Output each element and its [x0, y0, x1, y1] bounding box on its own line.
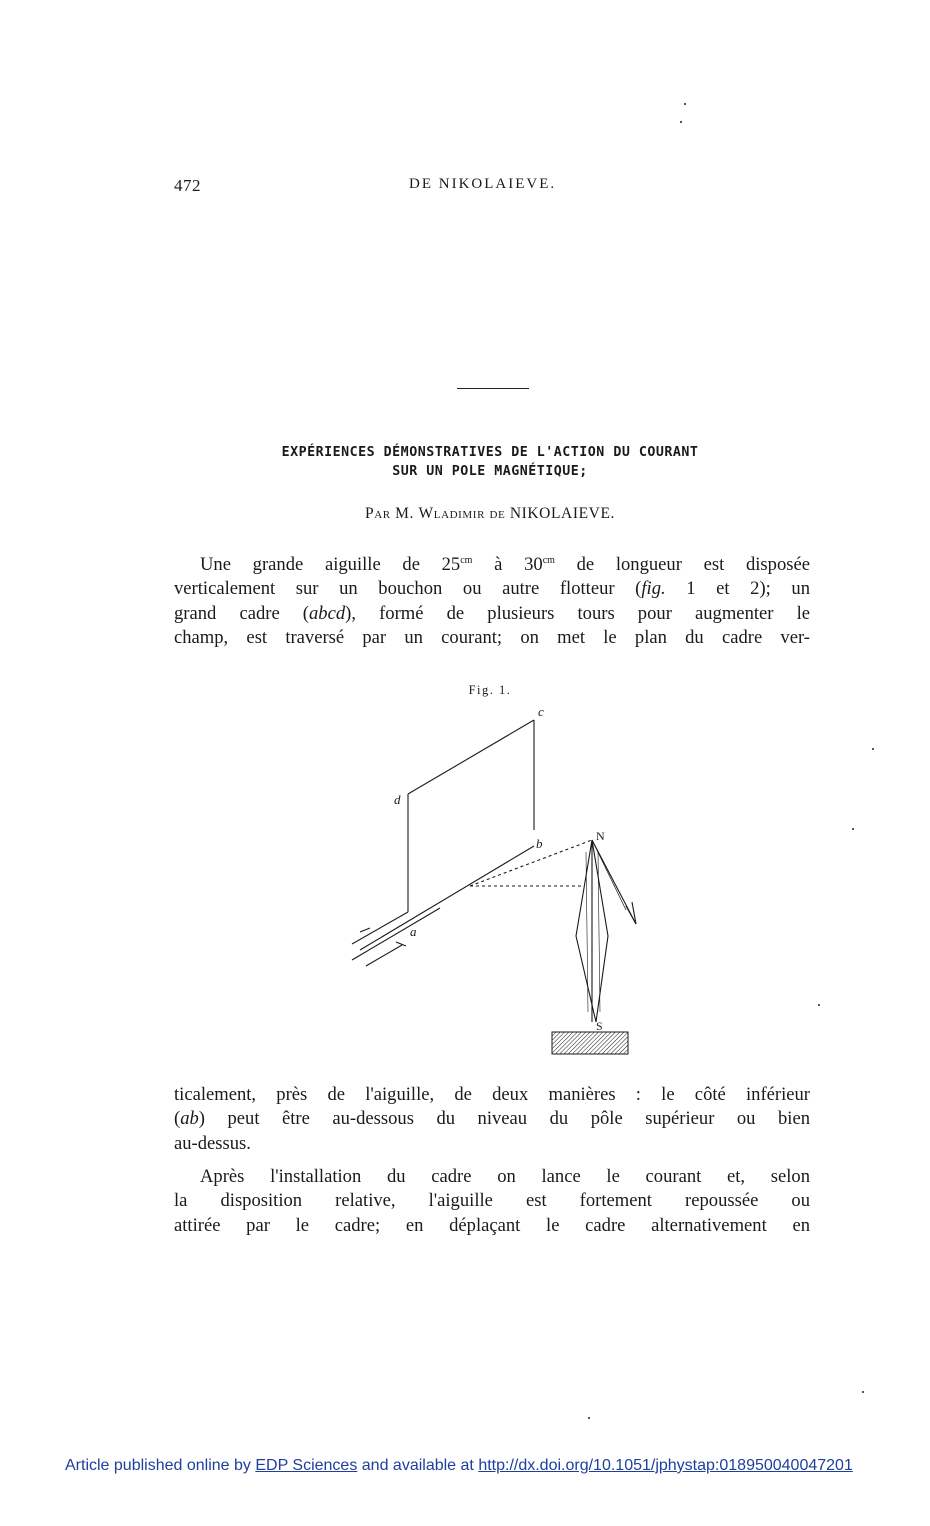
dashed-line-to-N — [470, 840, 592, 886]
label-d: d — [394, 792, 401, 807]
text-run: grand cadre ( — [174, 602, 309, 624]
current-arrow-upper — [360, 928, 370, 932]
article-byline — [170, 505, 810, 523]
edp-sciences-link[interactable]: EDP Sciences — [255, 1457, 358, 1474]
paragraph-3-line-2: la disposition relative, l'aiguille est fortement repoussée ou — [174, 1190, 810, 1212]
paragraph-2-line-1: ticalement, près de l'aiguille, de deux manières : le côté inférieur — [174, 1084, 810, 1105]
footer-middle: and available at — [357, 1457, 479, 1474]
paragraph-1-line-3 — [174, 602, 810, 626]
paragraph-1-line-2 — [174, 577, 810, 601]
paragraph-2 — [174, 1083, 810, 1156]
lead-wire-lower — [352, 908, 440, 960]
article-title-line-2: SUR UN POLE MAGNÉTIQUE; — [392, 464, 588, 479]
label-a: a — [410, 924, 417, 939]
text-run: ) peut être au-dessous du niveau du pôle supérieur ou bien — [198, 1108, 810, 1130]
text-run: ), formé de plusieurs tours pour augmenter le — [345, 602, 810, 624]
scan-speck — [862, 1391, 864, 1393]
label-c: c — [538, 704, 544, 719]
article-title-line-1: EXPÉRIENCES DÉMONSTRATIVES DE L'ACTION DU COURANT — [281, 445, 699, 460]
byline-prefix: Par M. — [365, 505, 415, 522]
article-title — [170, 443, 810, 481]
text-run: verticalement sur un bouchon ou autre flotteur ( — [174, 578, 642, 600]
needle-base-block — [552, 1032, 628, 1054]
needle-inner-right — [598, 852, 600, 1012]
label-N: N — [596, 829, 605, 843]
paragraph-2-line-3: au-dessus. — [174, 1132, 251, 1154]
running-head: DE NIKOLAIEVE. — [409, 176, 557, 192]
text-run: Une grande aiguille de 25 — [200, 554, 461, 575]
scan-speck — [588, 1417, 590, 1419]
text-run: 1 et 2); un — [665, 578, 810, 600]
frame-label: abcd — [309, 602, 346, 624]
force-arrow-shaft-2 — [592, 840, 626, 910]
page-number: 472 — [174, 176, 201, 195]
frame-edge-dc — [408, 720, 534, 794]
figure-reference: fig. — [641, 578, 666, 600]
scan-speck — [852, 828, 854, 830]
text-run: à 30 — [472, 554, 543, 575]
paragraph-2-line-2 — [174, 1107, 810, 1131]
label-S: S — [596, 1019, 603, 1033]
label-b: b — [536, 836, 543, 851]
section-divider — [457, 388, 529, 389]
paragraph-1-line-4: champ, est traversé par un courant; on met le plan du cadre ver- — [174, 626, 810, 648]
unit-superscript: cm — [542, 554, 555, 566]
publication-footer — [65, 1457, 925, 1475]
byline-author: Wladimir de NIKOLAIEVE. — [418, 505, 615, 522]
footer-prefix: Article published online by — [65, 1457, 256, 1474]
figure-1 — [330, 702, 650, 1062]
frame-edge-ab — [360, 846, 534, 950]
text-run: ( — [174, 1108, 181, 1130]
paragraph-1-line-1 — [174, 553, 810, 577]
lead-wire-upper — [352, 912, 408, 944]
figure-caption: Fig. 1. — [468, 683, 512, 697]
scan-speck — [872, 748, 874, 750]
side-label: ab — [180, 1108, 199, 1130]
paragraph-3-line-1: Après l'installation du cadre on lance le courant et, selon — [200, 1166, 810, 1187]
scan-speck — [684, 103, 686, 105]
needle-inner-left — [586, 852, 588, 1012]
unit-superscript: cm — [460, 554, 473, 566]
text-run: de longueur est disposée — [554, 554, 810, 575]
paragraph-1 — [174, 553, 810, 650]
paragraph-3-line-3: attirée par le cadre; en déplaçant le cadre alternativement en — [174, 1214, 810, 1236]
scan-speck — [680, 121, 682, 123]
figure-1-diagram — [330, 702, 650, 1062]
paragraph-3 — [174, 1165, 810, 1238]
force-arrow-head — [626, 902, 636, 924]
scan-speck — [818, 1004, 820, 1006]
doi-link[interactable]: http://dx.doi.org/10.1051/jphystap:018950040047201 — [478, 1457, 853, 1474]
